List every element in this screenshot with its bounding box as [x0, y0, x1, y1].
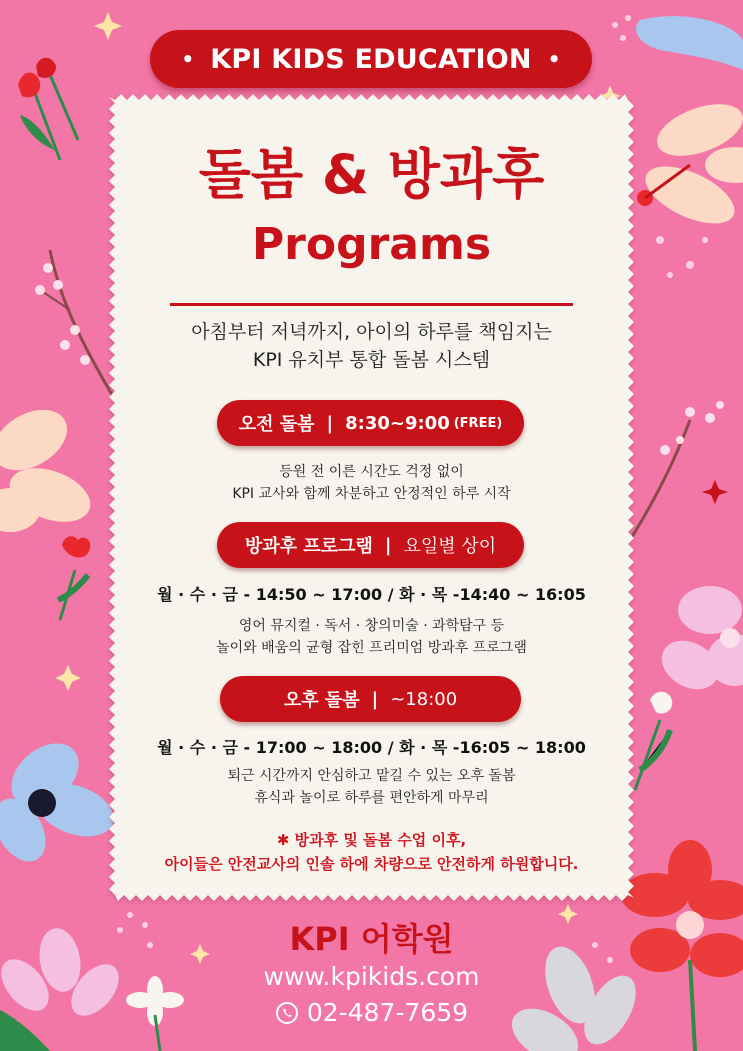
morning-time: 8:30~9:00	[345, 412, 450, 434]
evening-care-pill	[220, 676, 521, 722]
afterschool-desc-1: 영어 뮤지컬 · 독서 · 창의미술 · 과학탐구 등	[238, 618, 505, 634]
bullet-dot: •	[547, 47, 561, 71]
evening-desc-1: 퇴근 시간까지 안심하고 맡길 수 있는 오후 돌봄	[227, 768, 516, 784]
morning-care-pill	[217, 400, 524, 446]
intro-line-2: KPI 유치부 통합 돌봄 시스템	[252, 349, 491, 371]
afterschool-schedule: 월 · 수 · 금 - 14:50 ~ 17:00 / 화 · 목 -14:40 ~ 16:05	[157, 585, 586, 604]
evening-time: ~18:00	[390, 688, 458, 710]
safety-notice	[125, 828, 618, 876]
morning-desc-2: KPI 교사와 함께 차분하고 안정적인 하루 시작	[232, 486, 511, 502]
separator: |	[384, 534, 392, 556]
free-badge: (FREE)	[453, 415, 503, 431]
notice-line-2: 아이들은 안전교사의 인솔 하에 차량으로 안전하게 하원합니다.	[164, 855, 579, 873]
intro-text	[125, 318, 618, 374]
evening-desc-2: 휴식과 놀이로 하루를 편안하게 마무리	[254, 790, 489, 806]
afterschool-description	[125, 615, 618, 659]
header-banner	[150, 30, 592, 88]
phone-text: 02-487-7659	[306, 998, 469, 1027]
separator: |	[371, 688, 379, 710]
website-link[interactable]: www.kpikids.com	[263, 962, 480, 991]
intro-line-1: 아침부터 저녁까지, 아이의 하루를 책임지는	[191, 321, 552, 343]
evening-name: 오후 돌봄	[283, 690, 360, 711]
evening-description	[125, 765, 618, 809]
title-english: Programs	[251, 219, 492, 270]
notice-line-1: ✱ 방과후 및 돌봄 수업 이후,	[276, 831, 467, 849]
phone-number[interactable]	[200, 998, 543, 1027]
banner-text: KPI KIDS EDUCATION	[210, 43, 532, 75]
phone-icon	[275, 1001, 299, 1025]
divider	[170, 303, 573, 306]
afterschool-name: 방과후 프로그램	[244, 536, 373, 557]
morning-description	[125, 461, 618, 505]
morning-name: 오전 돌봄	[238, 414, 315, 435]
afterschool-time: 요일별 상이	[403, 536, 497, 557]
bullet-dot: •	[181, 47, 195, 71]
brand-name: KPI 어학원	[289, 920, 454, 958]
afterschool-desc-2: 놀이와 배움의 균형 잡힌 프리미엄 방과후 프로그램	[216, 640, 527, 656]
main-content	[125, 112, 618, 892]
separator: |	[326, 412, 334, 434]
morning-desc-1: 등원 전 이른 시간도 걱정 없이	[279, 464, 464, 480]
title-korean: 돌봄 & 방과후	[198, 143, 545, 206]
evening-schedule: 월 · 수 · 금 - 17:00 ~ 18:00 / 화 · 목 -16:05 ~ 18:00	[157, 738, 586, 757]
afterschool-pill	[217, 522, 524, 568]
